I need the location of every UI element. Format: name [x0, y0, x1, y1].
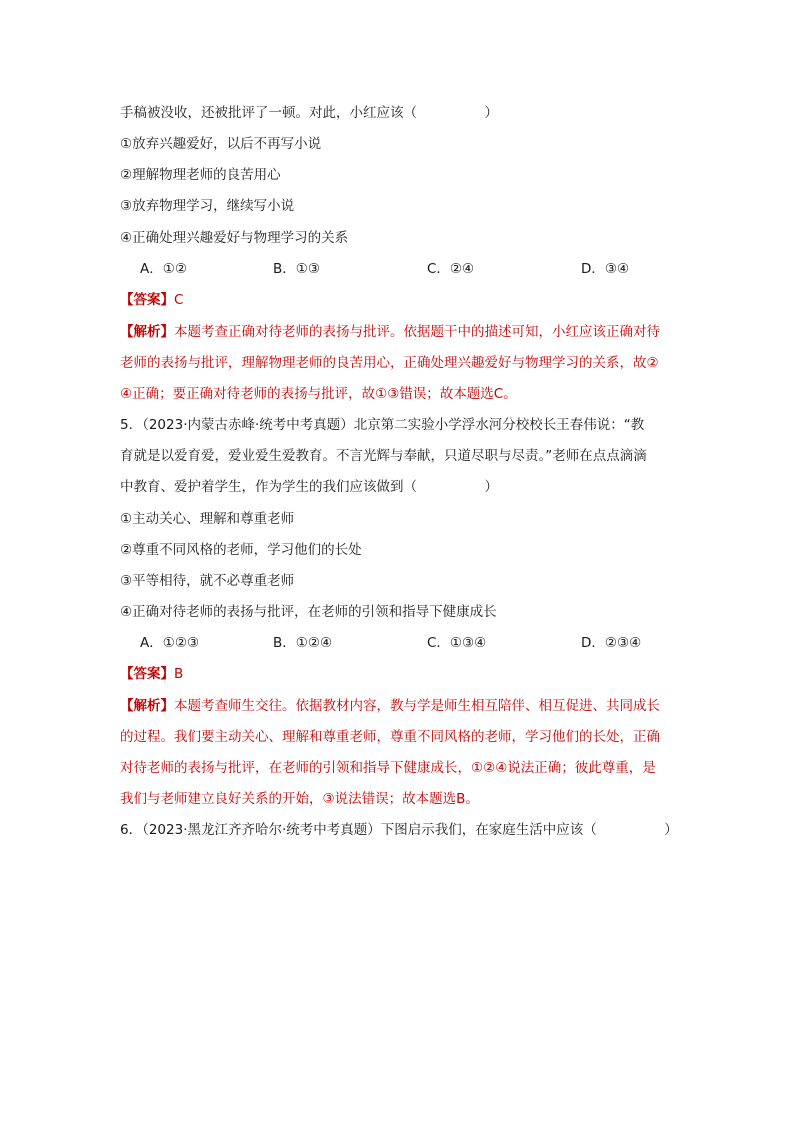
q5-choice-3: ③平等相待，就不必尊重老师: [120, 573, 295, 589]
q5-analysis-line-1: [120, 696, 680, 716]
q4-analysis-line-2: 老师的表扬与批评，理解物理老师的良苦用心，正确处理兴趣爱好与物理学习的关系，故②: [120, 355, 659, 371]
q5-analysis-line-2: 的过程。我们要主动关心、理解和尊重老师，尊重不同风格的老师，学习他们的长处，正确: [120, 729, 660, 745]
q4-stem-tail: 手稿被没收，还被批评了一顿。对此，小红应该（ ）: [120, 105, 498, 121]
q5-stem-line-1: 5．（2023·内蒙古赤峰·统考中考真题）北京第二实验小学浮水河分校校长王春伟说：“教: [120, 417, 645, 433]
q4-choice-3: ③放弃物理学习，继续写小说: [120, 198, 295, 214]
q5-analysis-text-3b: ①②④说法正确: [471, 760, 562, 776]
q4-choice-2: ②理解物理老师的良苦用心: [120, 167, 281, 183]
q5-analysis-text-3c: ；彼此尊重，是: [561, 760, 656, 776]
answer-value: C: [174, 292, 184, 308]
q5-stem-line-2: 育就是以爱育爱，爱业爱生爱教育。不言光辉与奉献，只道尽职与尽责。”老师在点点滴滴: [120, 448, 647, 464]
q5-option-b: B．①②④: [273, 635, 333, 651]
q5-option-a: A．①②③: [140, 635, 200, 651]
q5-answer: [120, 664, 680, 684]
q5-option-c: C．①③④: [427, 635, 487, 651]
analysis-tag: 【解析】: [120, 324, 174, 340]
q4-analysis-line-3: ④正确；要正确对待老师的表扬与批评，故①③错误；故本题选C。: [120, 386, 517, 402]
analysis-tag: 【解析】: [120, 698, 174, 714]
q4-option-a: A．①②: [140, 261, 187, 277]
q5-analysis-text-3a: 对待老师的表扬与批评，在老师的引领和指导下健康成长，: [120, 760, 471, 776]
q4-option-d: D．③④: [581, 261, 630, 277]
q4-analysis-line-1: [120, 322, 680, 342]
q5-stem-line-3: 中教育、爱护着学生，作为学生的我们应该做到（ ）: [120, 479, 498, 495]
q5-analysis-text-1: 本题考查师生交往。依据教材内容，教与学是师生相互陪伴、相互促进、共同成长: [174, 698, 660, 714]
q5-choice-4: ④正确对待老师的表扬与批评，在老师的引领和指导下健康成长: [120, 604, 497, 620]
answer-tag: 【答案】: [120, 292, 174, 308]
q6-stem: 6．（2023·黑龙江齐齐哈尔·统考中考真题）下图启示我们，在家庭生活中应该（ ）: [120, 822, 678, 838]
q4-analysis-text-1: 本题考查正确对待老师的表扬与批评。依据题干中的描述可知，小红应该正确对待: [174, 324, 660, 340]
answer-tag: 【答案】: [120, 666, 174, 682]
q4-option-c: C．②④: [427, 261, 475, 277]
q4-choice-4: ④正确处理兴趣爱好与物理学习的关系: [120, 230, 349, 246]
q4-choice-1: ①放弃兴趣爱好，以后不再写小说: [120, 136, 322, 152]
q5-choice-2: ②尊重不同风格的老师，学习他们的长处: [120, 542, 362, 558]
answer-value: B: [174, 666, 184, 682]
q4-answer: [120, 290, 680, 310]
q5-choice-1: ①主动关心、理解和尊重老师: [120, 511, 295, 527]
q5-analysis-line-3: [120, 758, 680, 778]
q4-option-b: B．①③: [273, 261, 320, 277]
q5-option-d: D．②③④: [581, 635, 642, 651]
q5-analysis-line-4: 我们与老师建立良好关系的开始，③说法错误；故本题选B。: [120, 791, 479, 807]
